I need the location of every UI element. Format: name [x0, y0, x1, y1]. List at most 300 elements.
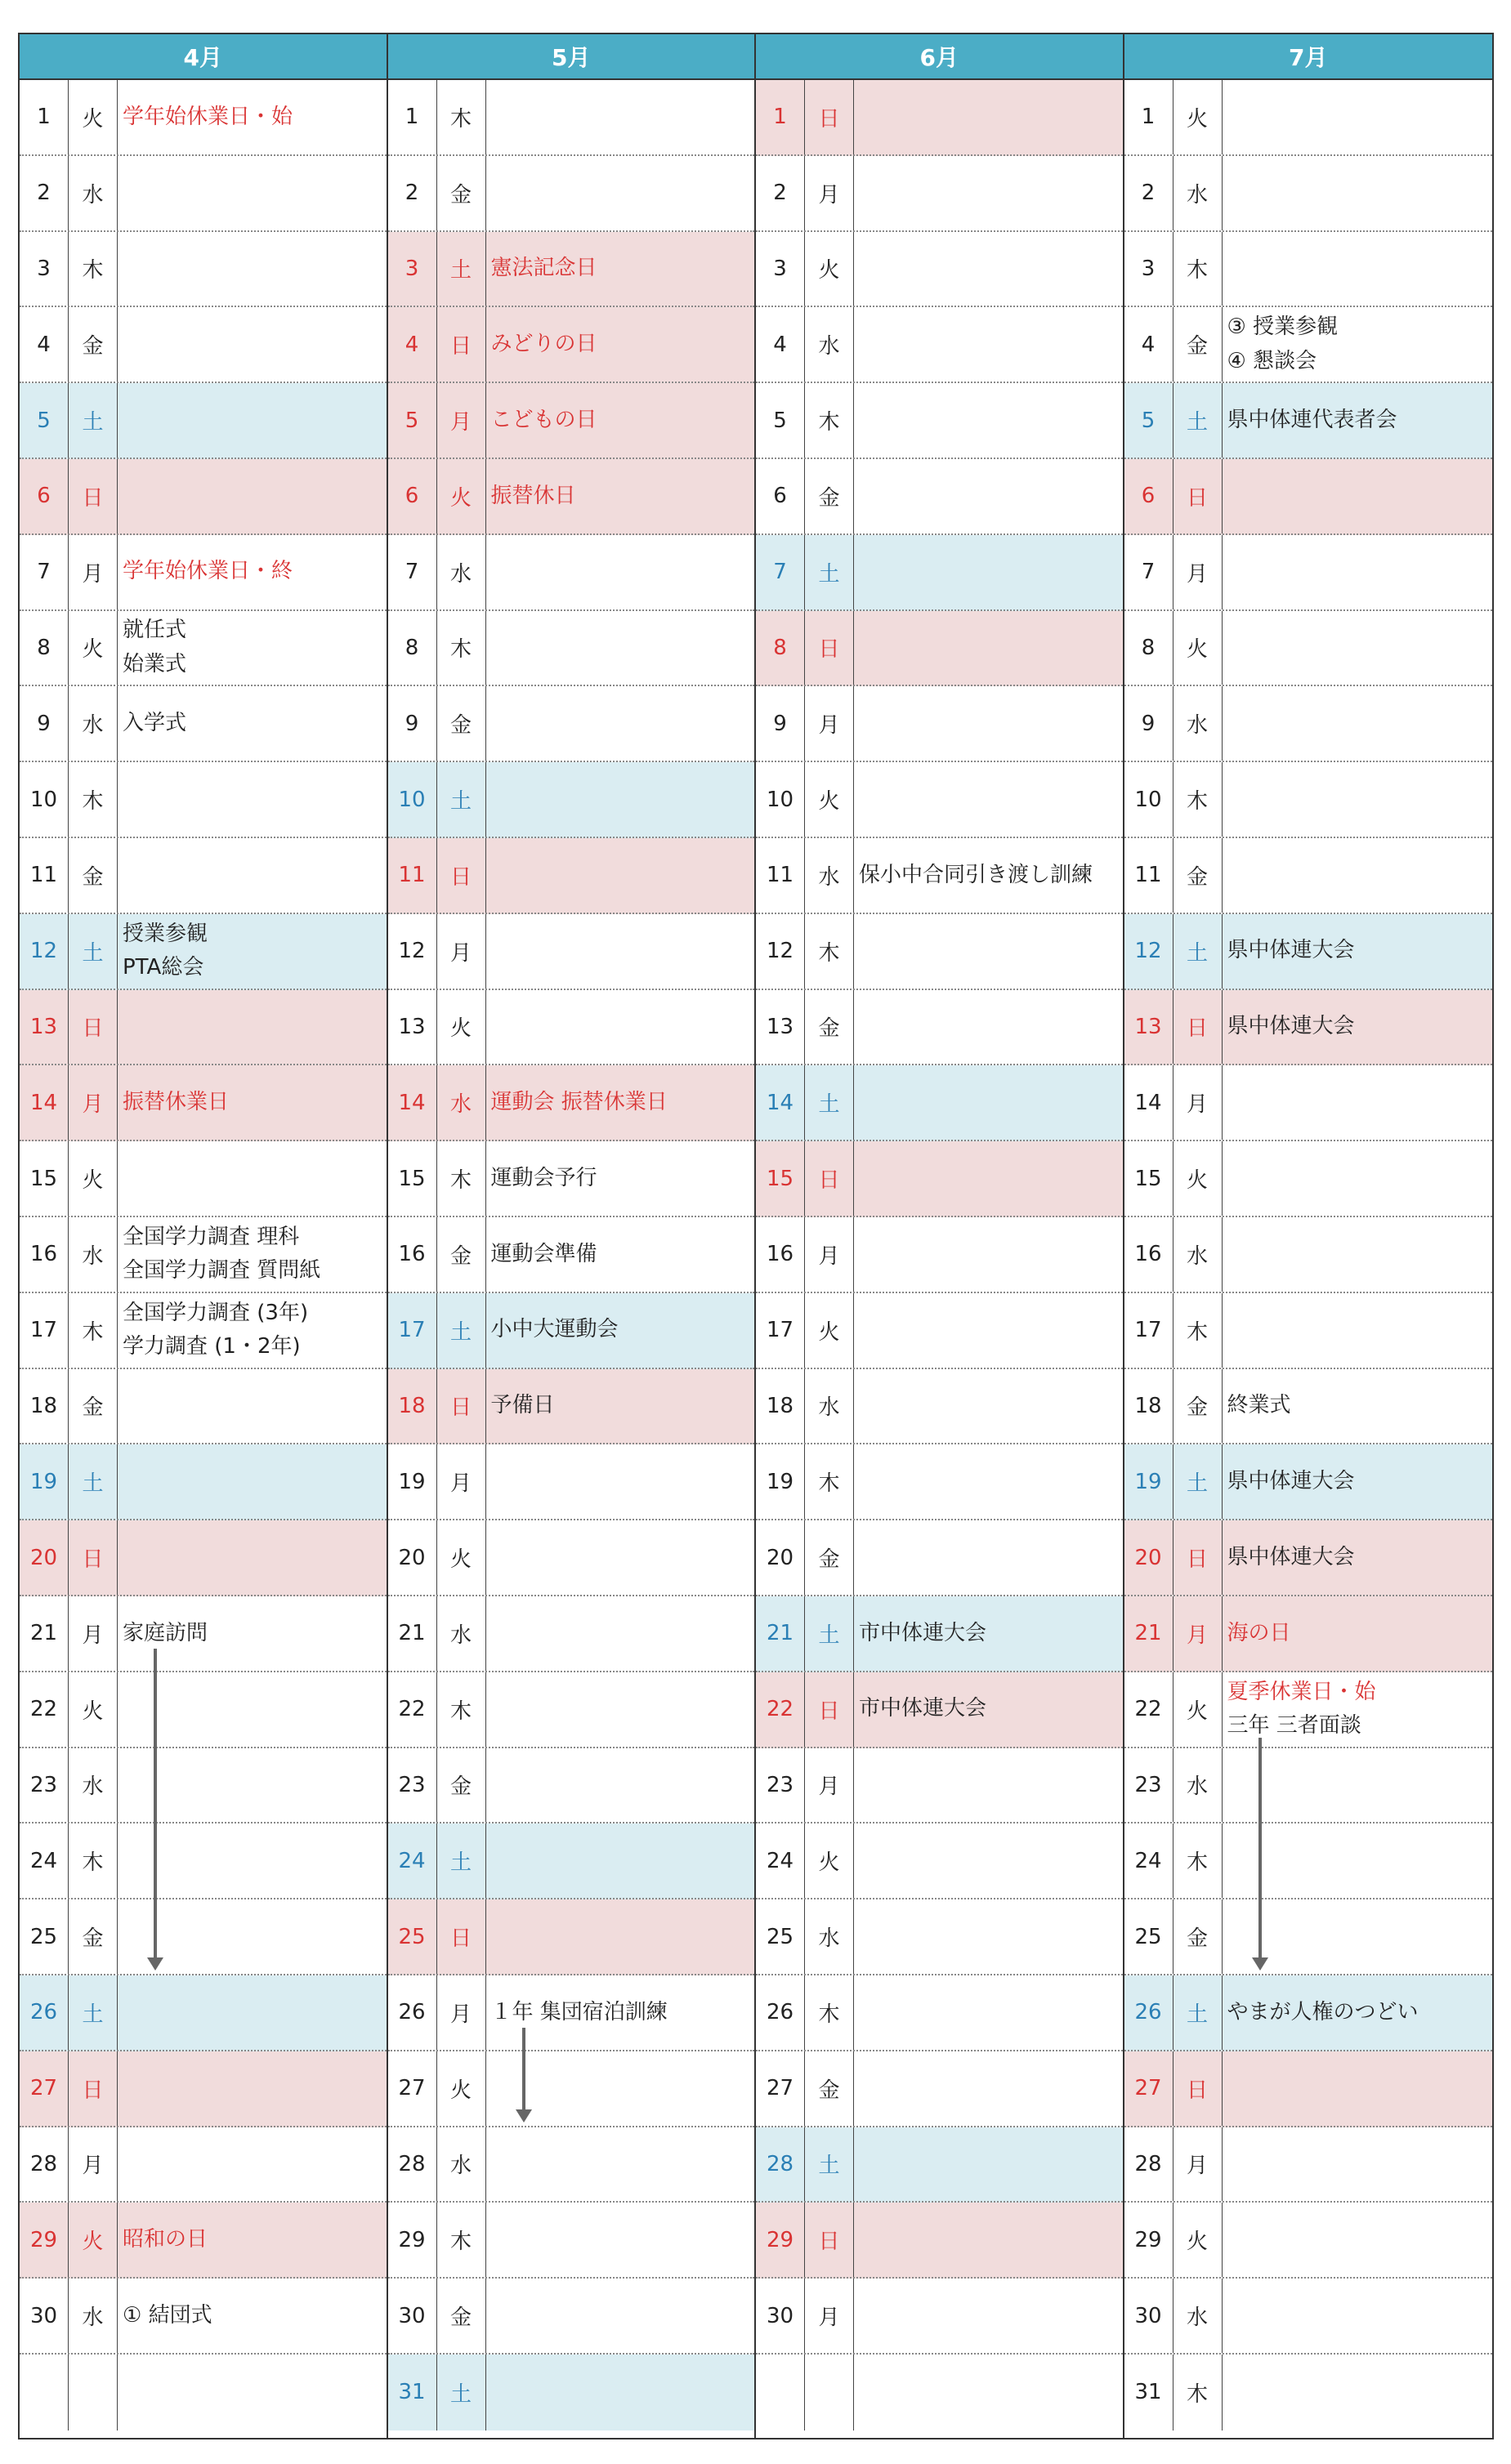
day-row [388, 2203, 755, 2279]
day-row [1124, 1975, 1493, 2051]
day-number: 20 [1124, 1520, 1173, 1595]
day-number: 7 [1124, 535, 1173, 609]
event-cell [1223, 1899, 1493, 1974]
event-cell [118, 2355, 387, 2431]
day-number: 12 [20, 914, 69, 989]
event-text: 始業式 [123, 651, 187, 676]
day-number: 2 [388, 156, 437, 230]
day-row [388, 1369, 755, 1445]
weekday: 土 [69, 1444, 118, 1519]
event-text: やまが人権のつどい [1227, 1999, 1419, 2024]
day-number: 27 [1124, 2051, 1173, 2126]
weekday: 火 [437, 990, 486, 1065]
weekday: 土 [437, 232, 486, 306]
event-text: PTA総会 [123, 955, 204, 980]
event-cell [1223, 2051, 1493, 2126]
day-row [1124, 838, 1493, 914]
day-number: 10 [20, 762, 69, 837]
weekday: 木 [1173, 1823, 1223, 1898]
event-cell [1223, 2355, 1493, 2431]
weekday: 金 [1173, 1899, 1223, 1974]
weekday: 火 [69, 1141, 118, 1216]
day-number: 13 [756, 990, 805, 1065]
day-number: 20 [20, 1520, 69, 1595]
event-text: 夏季休業日・始 [1227, 1679, 1376, 1704]
event-cell [854, 762, 1123, 837]
day-number: 15 [388, 1141, 437, 1216]
weekday: 月 [805, 1748, 854, 1823]
weekday: 火 [805, 762, 854, 837]
day-row [1124, 611, 1493, 687]
day-number: 30 [756, 2279, 805, 2353]
weekday: 火 [437, 1520, 486, 1595]
event-cell [118, 1293, 387, 1368]
event-text: 授業参観 [123, 921, 208, 946]
day-row [756, 2203, 1123, 2279]
weekday: 金 [1173, 838, 1223, 913]
day-row [1124, 535, 1493, 611]
day-number: 9 [20, 686, 69, 761]
weekday: 日 [69, 459, 118, 533]
day-number: 11 [1124, 838, 1173, 913]
day-number: 4 [1124, 307, 1173, 382]
month-column [388, 34, 757, 2438]
weekday: 木 [805, 383, 854, 458]
event-cell [1223, 1369, 1493, 1444]
event-cell [1223, 2203, 1493, 2277]
weekday: 火 [1173, 80, 1223, 154]
day-row [756, 1596, 1123, 1672]
day-row [20, 914, 387, 990]
day-number: 13 [20, 990, 69, 1065]
event-cell [854, 1520, 1123, 1595]
event-text: 海の日 [1227, 1620, 1291, 1645]
day-row [388, 990, 755, 1066]
day-row [1124, 156, 1493, 232]
event-text: 市中体連大会 [859, 1620, 987, 1645]
day-row [20, 990, 387, 1066]
event-text: 県中体連大会 [1227, 1544, 1355, 1569]
weekday: 月 [437, 1975, 486, 2050]
day-row [756, 1899, 1123, 1975]
day-number: 22 [20, 1672, 69, 1747]
day-number: 3 [1124, 232, 1173, 306]
day-number: 20 [388, 1520, 437, 1595]
event-cell [486, 1672, 755, 1747]
event-cell [486, 1823, 755, 1898]
day-row [756, 307, 1123, 383]
day-number: 18 [1124, 1369, 1173, 1444]
event-text: 運動会予行 [490, 1165, 597, 1190]
day-number: 7 [756, 535, 805, 609]
day-row [388, 232, 755, 308]
day-row [1124, 1141, 1493, 1217]
event-cell [118, 1369, 387, 1444]
event-cell [486, 1596, 755, 1671]
event-cell [1223, 686, 1493, 761]
day-row [1124, 1444, 1493, 1520]
event-cell [854, 156, 1123, 230]
weekday: 土 [805, 535, 854, 609]
weekday: 木 [1173, 2355, 1223, 2431]
day-number: 14 [756, 1065, 805, 1140]
day-row [20, 1672, 387, 1748]
weekday: 木 [805, 1444, 854, 1519]
day-number: 3 [20, 232, 69, 306]
day-row [388, 1141, 755, 1217]
weekday: 水 [437, 1065, 486, 1140]
weekday: 水 [805, 307, 854, 382]
weekday: 木 [69, 1823, 118, 1898]
day-number: 5 [1124, 383, 1173, 458]
day-number: 30 [20, 2279, 69, 2353]
weekday: 火 [69, 2203, 118, 2277]
day-row [1124, 914, 1493, 990]
day-row [756, 1141, 1123, 1217]
day-row [756, 1369, 1123, 1445]
day-number: 29 [388, 2203, 437, 2277]
event-text: 小中大運動会 [490, 1317, 619, 1342]
weekday: 水 [437, 535, 486, 609]
weekday: 月 [805, 2279, 854, 2353]
day-row [1124, 1748, 1493, 1824]
day-number: 28 [756, 2127, 805, 2202]
day-number: 17 [756, 1293, 805, 1368]
weekday: 火 [805, 1293, 854, 1368]
weekday: 水 [805, 1899, 854, 1974]
event-cell [118, 1444, 387, 1519]
weekday: 水 [805, 838, 854, 913]
day-number [756, 2355, 805, 2431]
day-row [388, 686, 755, 762]
day-number: 31 [1124, 2355, 1173, 2431]
event-cell [118, 838, 387, 913]
weekday: 火 [69, 80, 118, 154]
event-cell [1223, 1065, 1493, 1140]
day-number: 30 [1124, 2279, 1173, 2353]
event-cell [486, 459, 755, 533]
event-cell [118, 2051, 387, 2126]
event-cell [854, 1672, 1123, 1747]
day-number: 1 [756, 80, 805, 154]
day-number: 30 [388, 2279, 437, 2353]
event-cell [1223, 535, 1493, 609]
day-number: 16 [756, 1217, 805, 1292]
weekday: 金 [1173, 307, 1223, 382]
event-cell [486, 914, 755, 989]
event-cell [486, 232, 755, 306]
event-text: 市中体連大会 [859, 1696, 987, 1721]
day-number: 11 [20, 838, 69, 913]
day-number: 12 [756, 914, 805, 989]
day-row [1124, 1899, 1493, 1975]
event-text: ③ 授業参観 [1227, 315, 1339, 340]
weekday: 月 [1173, 535, 1223, 609]
weekday: 土 [437, 762, 486, 837]
day-number: 27 [756, 2051, 805, 2126]
event-cell [854, 1369, 1123, 1444]
day-row [756, 2355, 1123, 2431]
month-header: 4月 [20, 34, 387, 80]
weekday: 金 [805, 2051, 854, 2126]
weekday: 金 [805, 459, 854, 533]
weekday: 木 [1173, 232, 1223, 306]
day-number: 29 [1124, 2203, 1173, 2277]
day-row [756, 1520, 1123, 1596]
day-row [756, 232, 1123, 308]
weekday: 木 [437, 611, 486, 685]
day-row [20, 1975, 387, 2051]
day-number: 23 [1124, 1748, 1173, 1823]
event-cell [1223, 914, 1493, 989]
event-text: 全国学力調査 質問紙 [123, 1258, 321, 1283]
day-row [388, 383, 755, 459]
day-number: 2 [1124, 156, 1173, 230]
day-row [756, 156, 1123, 232]
event-cell [486, 1899, 755, 1974]
weekday: 木 [69, 1293, 118, 1368]
weekday: 月 [1173, 1596, 1223, 1671]
day-number: 14 [1124, 1065, 1173, 1140]
day-number: 21 [20, 1596, 69, 1671]
weekday: 月 [69, 2127, 118, 2202]
event-cell [118, 686, 387, 761]
day-number: 26 [388, 1975, 437, 2050]
day-number: 3 [388, 232, 437, 306]
day-row [20, 762, 387, 838]
day-row [388, 1520, 755, 1596]
day-number: 16 [388, 1217, 437, 1292]
event-text: 憲法記念日 [490, 256, 597, 281]
school-calendar [18, 33, 1494, 2439]
day-row [756, 838, 1123, 914]
event-cell [486, 2355, 755, 2431]
day-row [1124, 2279, 1493, 2355]
weekday: 土 [805, 2127, 854, 2202]
event-cell [118, 80, 387, 154]
day-row [20, 2355, 387, 2431]
weekday: 金 [69, 307, 118, 382]
event-cell [486, 1444, 755, 1519]
day-number: 25 [756, 1899, 805, 1974]
weekday: 月 [69, 535, 118, 609]
day-row [756, 383, 1123, 459]
day-row [388, 838, 755, 914]
event-cell [854, 1217, 1123, 1292]
day-number: 8 [1124, 611, 1173, 685]
event-cell [854, 535, 1123, 609]
day-number: 8 [756, 611, 805, 685]
weekday: 水 [1173, 2279, 1223, 2353]
weekday: 木 [805, 914, 854, 989]
event-cell [854, 1141, 1123, 1216]
weekday: 木 [437, 1141, 486, 1216]
day-row [388, 307, 755, 383]
event-text: ④ 懇談会 [1227, 348, 1317, 373]
day-row [20, 838, 387, 914]
event-text: 運動会準備 [490, 1241, 597, 1266]
weekday: 水 [1173, 1217, 1223, 1292]
weekday: 月 [69, 1065, 118, 1140]
day-number: 10 [756, 762, 805, 837]
event-text: 県中体連大会 [1227, 938, 1355, 963]
month-header: 7月 [1124, 34, 1493, 80]
day-row [388, 1823, 755, 1899]
day-number: 27 [388, 2051, 437, 2126]
weekday: 土 [69, 1975, 118, 2050]
event-text: 全国学力調査 理科 [123, 1224, 300, 1249]
day-row [20, 686, 387, 762]
day-number: 2 [20, 156, 69, 230]
event-text: 学年始休業日・始 [123, 104, 293, 129]
weekday: 月 [805, 1217, 854, 1292]
weekday: 土 [805, 1596, 854, 1671]
weekday: 日 [1173, 990, 1223, 1065]
month-column [756, 34, 1124, 2438]
weekday: 土 [69, 914, 118, 989]
weekday: 月 [805, 156, 854, 230]
event-cell [854, 1444, 1123, 1519]
weekday: 土 [69, 383, 118, 458]
weekday: 水 [437, 1596, 486, 1671]
weekday: 金 [437, 1217, 486, 1292]
day-row [756, 1975, 1123, 2051]
event-cell [118, 1823, 387, 1898]
day-row [1124, 383, 1493, 459]
day-row [388, 1444, 755, 1520]
event-cell [1223, 2127, 1493, 2202]
day-number: 1 [388, 80, 437, 154]
day-number: 9 [1124, 686, 1173, 761]
day-row [756, 2279, 1123, 2355]
weekday: 土 [805, 1065, 854, 1140]
event-text: 保小中合同引き渡し訓練 [859, 862, 1093, 887]
day-number: 23 [20, 1748, 69, 1823]
day-number: 26 [1124, 1975, 1173, 2050]
weekday: 火 [69, 611, 118, 685]
day-row [20, 1141, 387, 1217]
day-row [20, 80, 387, 156]
weekday: 金 [805, 990, 854, 1065]
weekday: 土 [1173, 1975, 1223, 2050]
event-cell [118, 2127, 387, 2202]
weekday: 木 [69, 762, 118, 837]
event-text: みどりの日 [490, 331, 597, 356]
day-row [756, 1293, 1123, 1369]
event-cell [854, 1748, 1123, 1823]
day-number: 6 [20, 459, 69, 533]
weekday: 木 [805, 1975, 854, 2050]
day-row [1124, 459, 1493, 535]
event-cell [486, 1369, 755, 1444]
day-row [1124, 1823, 1493, 1899]
day-row [388, 1975, 755, 2051]
event-cell [486, 611, 755, 685]
day-number: 25 [20, 1899, 69, 1974]
event-cell [486, 156, 755, 230]
event-cell [854, 232, 1123, 306]
weekday [805, 2355, 854, 2431]
day-row [756, 1672, 1123, 1748]
day-number: 7 [388, 535, 437, 609]
day-row [20, 1065, 387, 1141]
day-row [756, 80, 1123, 156]
event-cell [486, 762, 755, 837]
day-row [756, 1823, 1123, 1899]
event-cell [1223, 80, 1493, 154]
event-cell [486, 2051, 755, 2126]
event-text: 就任式 [123, 618, 187, 643]
weekday: 金 [69, 1369, 118, 1444]
event-text: 県中体連大会 [1227, 1014, 1355, 1039]
weekday: 土 [1173, 914, 1223, 989]
event-text: 学年始休業日・終 [123, 559, 293, 584]
day-number: 25 [1124, 1899, 1173, 1974]
day-row [1124, 80, 1493, 156]
event-cell [1223, 2279, 1493, 2353]
event-cell [486, 1748, 755, 1823]
event-cell [854, 2279, 1123, 2353]
weekday: 火 [805, 232, 854, 306]
day-number: 11 [388, 838, 437, 913]
day-row [20, 1748, 387, 1824]
event-cell [1223, 307, 1493, 382]
event-cell [118, 1065, 387, 1140]
day-number: 5 [388, 383, 437, 458]
day-row [20, 2127, 387, 2203]
day-number: 17 [20, 1293, 69, 1368]
day-row [1124, 1672, 1493, 1748]
event-cell [854, 1596, 1123, 1671]
weekday: 木 [69, 232, 118, 306]
day-number: 16 [20, 1217, 69, 1292]
day-row [1124, 307, 1493, 383]
day-row [756, 1217, 1123, 1293]
day-row [756, 1065, 1123, 1141]
event-cell [486, 307, 755, 382]
event-cell [486, 1217, 755, 1292]
day-row [388, 2355, 755, 2431]
day-number: 16 [1124, 1217, 1173, 1292]
day-row [1124, 762, 1493, 838]
day-row [20, 1369, 387, 1445]
event-cell [118, 990, 387, 1065]
day-number: 13 [388, 990, 437, 1065]
day-number: 8 [388, 611, 437, 685]
day-row [756, 686, 1123, 762]
day-row [20, 611, 387, 687]
event-text: 県中体連代表者会 [1227, 407, 1397, 432]
day-number: 4 [20, 307, 69, 382]
day-row [20, 383, 387, 459]
weekday: 日 [69, 2051, 118, 2126]
weekday: 火 [805, 1823, 854, 1898]
event-cell [118, 307, 387, 382]
event-cell [1223, 1217, 1493, 1292]
weekday: 木 [1173, 1293, 1223, 1368]
day-number: 26 [756, 1975, 805, 2050]
weekday: 土 [437, 1293, 486, 1368]
day-number: 6 [756, 459, 805, 533]
day-row [388, 1065, 755, 1141]
day-number: 5 [756, 383, 805, 458]
day-number: 22 [1124, 1672, 1173, 1747]
weekday: 金 [437, 2279, 486, 2353]
day-row [20, 2279, 387, 2355]
weekday: 金 [437, 686, 486, 761]
weekday: 月 [437, 383, 486, 458]
weekday: 土 [1173, 1444, 1223, 1519]
